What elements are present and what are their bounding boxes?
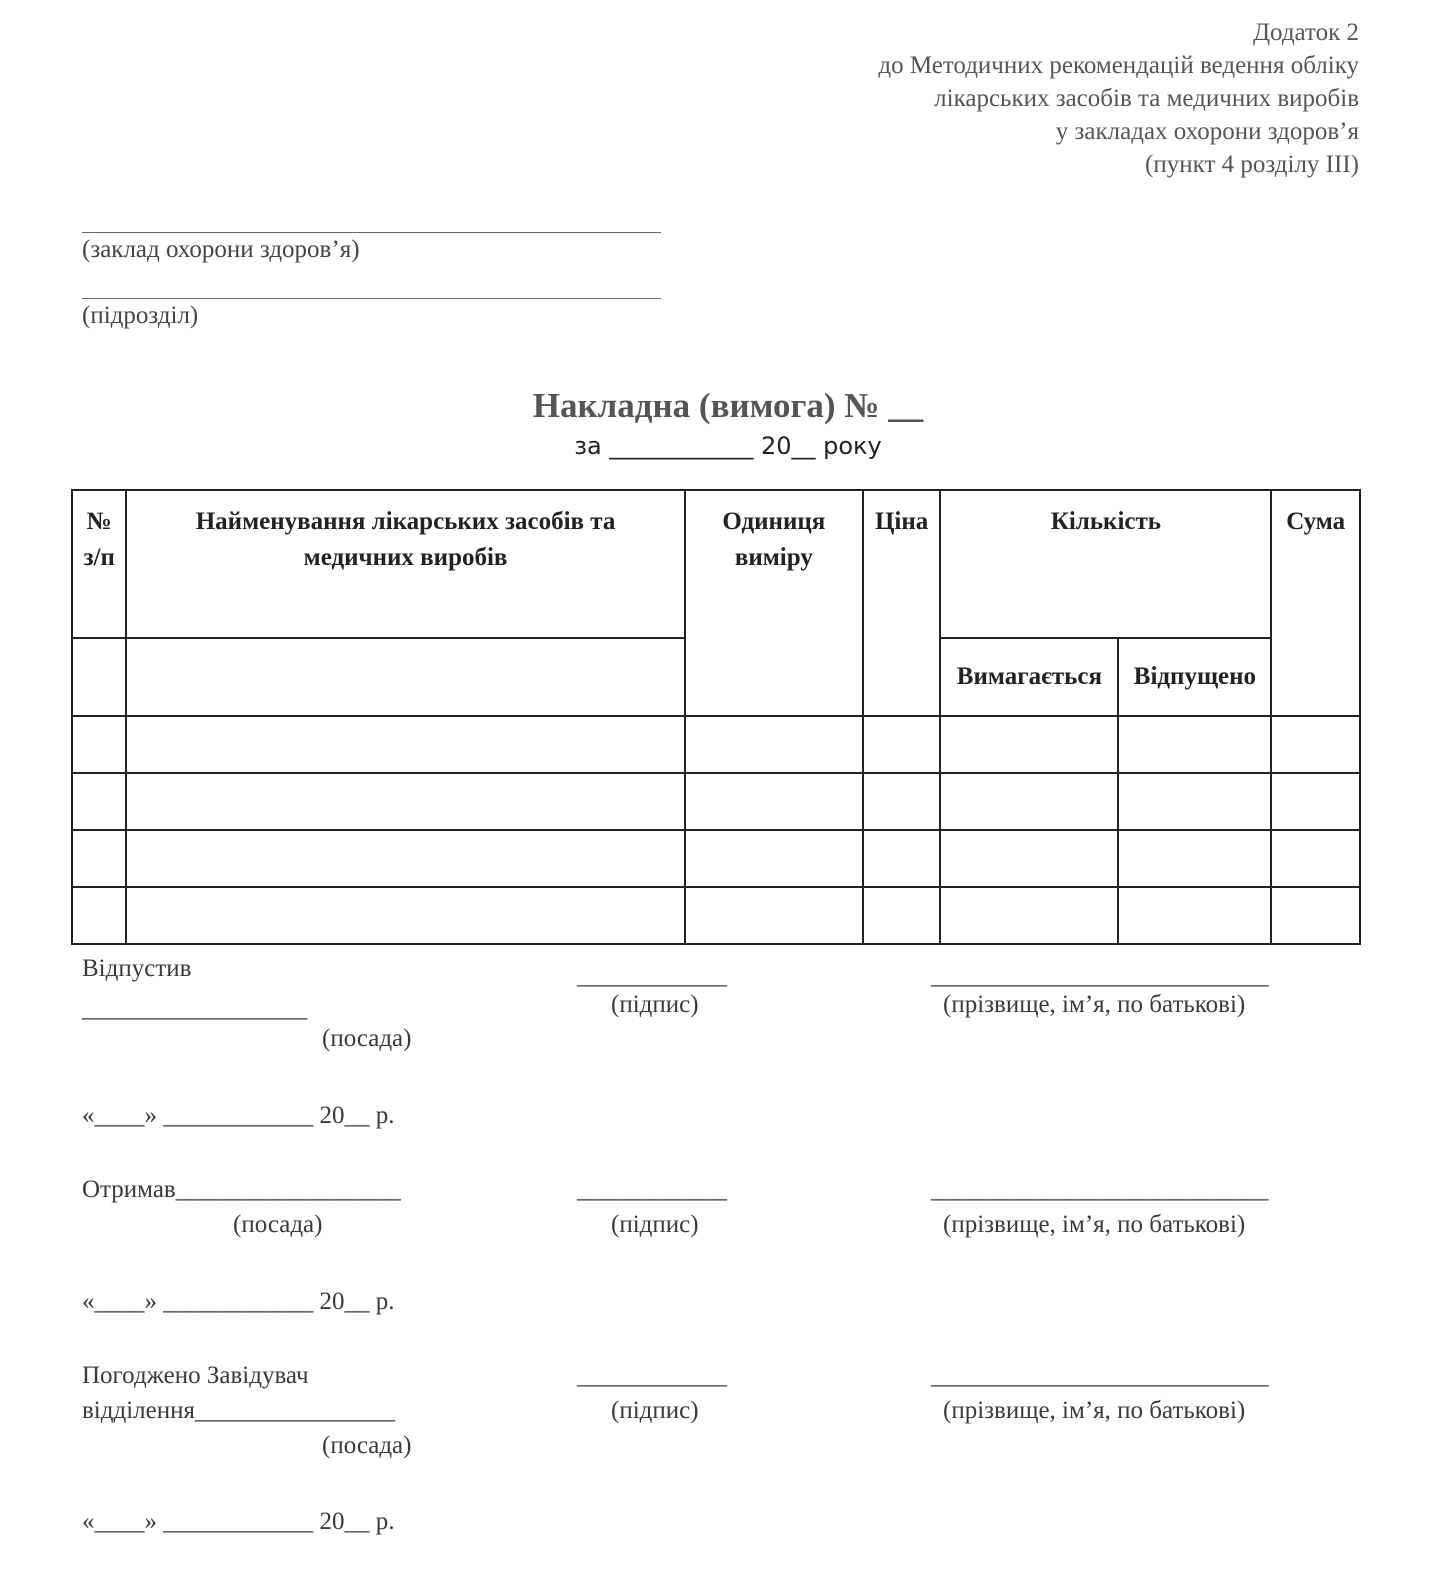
appendix-line: (пункт 4 розділу III) (1145, 151, 1359, 178)
table-cell[interactable] (685, 773, 863, 830)
appendix-line: лікарських засобів та медичних виробів (934, 85, 1359, 112)
division-field[interactable] (82, 298, 661, 299)
received-position-caption: (посада) (233, 1211, 323, 1238)
released-name-field[interactable]: ___________________________ (931, 962, 1269, 989)
header-number: № з/п (72, 490, 126, 638)
table-cell[interactable] (126, 716, 684, 773)
table-cell[interactable] (126, 830, 684, 887)
table-cell[interactable] (685, 716, 863, 773)
table-cell[interactable] (1271, 773, 1360, 830)
released-signature-field[interactable]: ____________ (577, 962, 727, 989)
approved-name-caption: (прізвище, ім’я, по батькові) (943, 1397, 1246, 1424)
header-price: Ціна (863, 490, 940, 716)
header-released: Відпущено (1118, 638, 1271, 716)
released-signature-caption: (підпис) (611, 991, 699, 1018)
institution-caption: (заклад охорони здоров’я) (82, 236, 360, 263)
institution-field[interactable] (82, 232, 661, 233)
appendix-header (878, 16, 1359, 181)
released-date-line[interactable]: «____» ____________ 20__ р. (82, 1102, 395, 1129)
table-cell[interactable] (940, 773, 1118, 830)
items-table (71, 489, 1361, 945)
table-cell[interactable] (72, 638, 126, 716)
table-cell[interactable] (685, 887, 863, 944)
table-cell[interactable] (126, 638, 684, 716)
received-date-line[interactable]: «____» ____________ 20__ р. (82, 1288, 395, 1315)
division-caption: (підрозділ) (82, 302, 199, 329)
table-cell[interactable] (863, 887, 940, 944)
header-quantity: Кількість (940, 490, 1271, 638)
table-cell[interactable] (940, 887, 1118, 944)
header-sum: Сума (1271, 490, 1360, 716)
header-unit: Одиниця виміру (685, 490, 863, 716)
approved-signature-caption: (підпис) (611, 1397, 699, 1424)
table-cell[interactable] (1118, 830, 1271, 887)
released-position-field[interactable]: __________________ (82, 995, 307, 1022)
table-cell[interactable] (72, 887, 126, 944)
header-name: Найменування лікарських засобів та медичних виробів (126, 490, 684, 638)
released-position-caption: (посада) (322, 1025, 412, 1052)
table-cell[interactable] (1271, 716, 1360, 773)
table-cell[interactable] (72, 716, 126, 773)
received-signature-caption: (підпис) (611, 1211, 699, 1238)
received-name-caption: (прізвище, ім’я, по батькові) (943, 1211, 1246, 1238)
table-cell[interactable] (863, 830, 940, 887)
table-row (72, 716, 1360, 773)
table-cell[interactable] (1118, 773, 1271, 830)
released-by-label: Відпустив (82, 955, 192, 982)
appendix-line: до Методичних рекомендацій ведення обліку (878, 52, 1359, 79)
table-cell[interactable] (863, 716, 940, 773)
table-cell[interactable] (940, 830, 1118, 887)
table-cell[interactable] (685, 830, 863, 887)
header-requested: Вимагається (940, 638, 1118, 716)
table-cell[interactable] (863, 773, 940, 830)
table-cell[interactable] (1271, 830, 1360, 887)
table-cell[interactable] (126, 887, 684, 944)
document-title: Накладна (вимога) № __ (532, 386, 924, 425)
approved-date-line[interactable]: «____» ____________ 20__ р. (82, 1508, 395, 1535)
appendix-line: у закладах охорони здоров’я (1055, 118, 1359, 145)
table-row (72, 773, 1360, 830)
table-row (72, 830, 1360, 887)
released-name-caption: (прізвище, ім’я, по батькові) (943, 991, 1246, 1018)
table-cell[interactable] (126, 773, 684, 830)
appendix-line: Додаток 2 (1253, 19, 1359, 46)
received-by-label[interactable]: Отримав__________________ (82, 1176, 401, 1203)
approved-signature-field[interactable]: ____________ (577, 1362, 727, 1389)
table-cell[interactable] (1271, 887, 1360, 944)
table-cell[interactable] (1118, 716, 1271, 773)
approved-by-label: Погоджено Завідувач (82, 1362, 309, 1389)
table-cell[interactable] (1118, 887, 1271, 944)
received-signature-field[interactable]: ____________ (577, 1176, 727, 1203)
approved-position-field[interactable]: відділення________________ (82, 1397, 395, 1424)
table-cell[interactable] (72, 830, 126, 887)
table-cell[interactable] (72, 773, 126, 830)
table-cell[interactable] (940, 716, 1118, 773)
approved-name-field[interactable]: ___________________________ (931, 1362, 1269, 1389)
document-date-line: за ____________ 20__ року (574, 432, 882, 460)
approved-position-caption: (посада) (322, 1432, 412, 1459)
table-row (72, 887, 1360, 944)
received-name-field[interactable]: ___________________________ (931, 1176, 1269, 1203)
